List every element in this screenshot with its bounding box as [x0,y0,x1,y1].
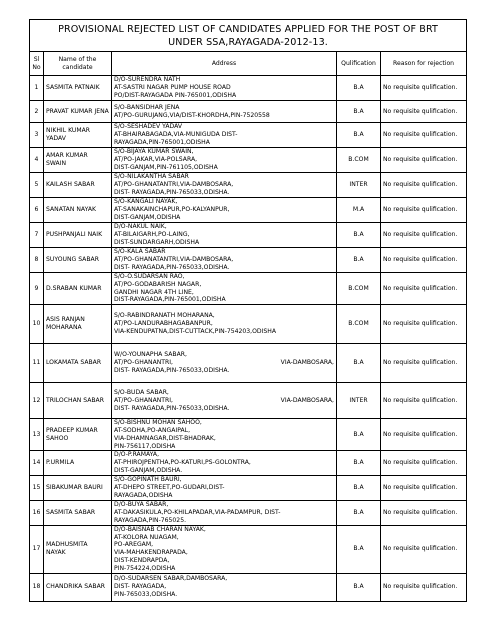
table-row [30,273,467,305]
cell-reason: No requisite qulification. [381,248,467,273]
address-line: AT/PO-GODABARISH NAGAR, [114,280,202,288]
address-line [114,359,334,367]
header-sl-no: Sl No [30,52,44,76]
address-line: VIA-KENDUPATNA,DIST-CUTTACK,PIN-754203,ODISHA [114,328,277,336]
table-row [30,475,467,500]
address-line: S/O-BUDA SABAR, [114,388,169,396]
address-line: S/O-GOPINATH BAURI, [114,476,182,484]
header-name: Name of the candidate [44,52,112,76]
cell-reason: No requisite qulification. [381,344,467,383]
address-line: PIN-756117,ODISHA [114,442,176,450]
cell-candidate-name: KAILASH SABAR [44,173,112,198]
cell-reason: No requisite qulification. [381,500,467,525]
cell-address [112,123,337,148]
cell-qualification: M.A [337,198,381,223]
cell-candidate-name: NIKHIL KUMAR YADAV [44,123,112,148]
cell-reason: No requisite qulification. [381,419,467,451]
cell-reason: No requisite qulification. [381,198,467,223]
cell-reason: No requisite qulification. [381,273,467,305]
cell-candidate-name: TRILOCHAN SABAR [44,383,112,419]
cell-reason: No requisite qulification. [381,451,467,475]
cell-address [112,148,337,173]
cell-qualification: B.A [337,573,381,601]
table-row [30,451,467,475]
address-line: D/O-BAISNAB CHARAN NAYAK, [114,525,206,533]
address-line-part: AT/PO-GHANANTRI, [114,396,173,404]
cell-address [112,451,337,475]
address-line-part: VIA-DAMBOSARA, [280,396,334,404]
table-row [30,500,467,525]
cell-candidate-name: SANATAN NAYAK [44,198,112,223]
cell-address [112,573,337,601]
cell-sl-no: 14 [30,451,44,475]
address-line-part: VIA-DAMBOSARA, [280,359,334,367]
address-line: AT/PO-GURUJANG,VIA/DIST-KHORDHA,PIN-7520558 [114,111,270,119]
address-line: DIST- RAYAGADA,PIN-765033,ODISHA. [114,367,230,375]
cell-candidate-name: AMAR KUMAR SWAIN [44,148,112,173]
address-line: AT-DHEPO STREET,PO-GUDARI,DIST- [114,483,225,491]
cell-candidate-name: D.SRABAN KUMAR [44,273,112,305]
cell-qualification: B.COM [337,273,381,305]
cell-qualification: B.A [337,525,381,573]
address-line: DIST-KENDRAPDA, [114,556,170,564]
cell-address [112,223,337,248]
cell-address [112,305,337,344]
cell-candidate-name: SIBAKUMAR BAURI [44,475,112,500]
cell-reason: No requisite qulification. [381,223,467,248]
cell-address [112,273,337,305]
address-line: S/O-BANSIDHAR JENA [114,103,180,111]
address-line: PIN-754224,ODISHA [114,564,176,572]
cell-address [112,101,337,123]
address-line: S/O-BISHNU MOHAN SAHOO, [114,419,202,427]
table-row [30,148,467,173]
cell-sl-no: 13 [30,419,44,451]
address-line: AT-SASTRI NAGAR PUMP HOUSE ROAD [114,84,231,92]
cell-candidate-name: ASIS RANJAN MOHARANA [44,305,112,344]
cell-reason: No requisite qulification. [381,101,467,123]
cell-sl-no: 1 [30,76,44,101]
cell-candidate-name: PRADEEP KUMAR SAHOO [44,419,112,451]
cell-reason: No requisite qulification. [381,475,467,500]
cell-address [112,475,337,500]
address-line: D/O-NAKUL NAIK, [114,223,167,231]
table-row [30,525,467,573]
cell-reason: No requisite qulification. [381,148,467,173]
address-line [114,397,334,405]
cell-candidate-name: CHANDRIKA SABAR [44,573,112,601]
cell-address [112,525,337,573]
address-line: PIN-765033,ODISHA. [114,590,178,598]
address-line: PO/DIST-RAYAGADA PIN-765001,ODISHA [114,91,237,99]
table-row [30,344,467,383]
address-line: DIST-GANJAM,ODISHA. [114,466,183,474]
address-line: AT-BILAIGARH,PO-LAING, [114,231,190,239]
cell-sl-no: 17 [30,525,44,573]
cell-qualification: B.COM [337,305,381,344]
cell-qualification: B.A [337,475,381,500]
cell-candidate-name: PUSHPANJALI NAIK [44,223,112,248]
address-line: AT-KOLORA NUAGAM, [114,533,179,541]
address-line: D/O-P.RAMAYA, [114,451,160,459]
cell-sl-no: 5 [30,173,44,198]
address-line: DIST-GANJAM,PIN-761105,ODISHA [114,163,218,171]
address-line: AT-SODHA,PO-ANGAIPAL, [114,426,191,434]
header-address: Address [112,52,337,76]
cell-sl-no: 10 [30,305,44,344]
address-line: DIST- RAYAGADA,PIN-765033,ODISHA. [114,188,230,196]
cell-sl-no: 12 [30,383,44,419]
address-line: D/O-SUDARSEN SABAR,DAMBOSARA, [114,575,228,583]
address-line: S/O-BIJAYA KUMAR SWAIN, [114,148,194,156]
address-line: W/O-YOUNAPHA SABAR, [114,351,187,359]
cell-qualification: B.A [337,123,381,148]
address-line: S/O-KANGALI NAYAK, [114,198,178,206]
address-line: RAYAGADA,ODISHA [114,491,173,499]
cell-candidate-name: SASMITA SABAR [44,500,112,525]
title-row [30,20,467,52]
cell-address [112,173,337,198]
cell-candidate-name: SASMITA PATNAIK [44,76,112,101]
address-line: S/O-KALA SABAR [114,248,166,256]
cell-qualification: INTER [337,173,381,198]
address-line: PO-AREGAM, [114,541,154,549]
table-row [30,173,467,198]
cell-qualification: B.COM [337,148,381,173]
cell-qualification: B.A [337,248,381,273]
address-line: DIST- RAYAGADA,PIN-765033,ODISHA. [114,263,230,271]
cell-reason: No requisite qulification. [381,76,467,101]
cell-candidate-name: LOKAMATA SABAR [44,344,112,383]
address-line: AT/PO-JAKAR,VIA-POLSARA, [114,156,198,164]
address-line: S/O-RABINDRANATH MOHARANA, [114,312,215,320]
page-title [30,20,467,52]
address-line: DIST-GANJAM,ODISHA [114,213,181,221]
address-line: AT-DAKASIKULA,PO-KHILAPADAR,VIA-PADAMPUR, DIST- [114,508,281,516]
address-line: AT/PO-GHANATANTRI,VIA-DAMBOSARA, [114,256,234,264]
cell-address [112,76,337,101]
cell-address [112,344,337,383]
address-line: DIST-SUNDARGARH,ODISHA [114,238,200,246]
cell-reason: No requisite qulification. [381,525,467,573]
table-row [30,305,467,344]
address-line: D/O-SURENDRA NATH [114,76,181,84]
table-row [30,123,467,148]
cell-sl-no: 9 [30,273,44,305]
cell-sl-no: 3 [30,123,44,148]
address-line: RAYAGADA,PIN-765025. [114,516,187,524]
cell-qualification: B.A [337,344,381,383]
table-row [30,383,467,419]
cell-qualification: B.A [337,101,381,123]
cell-sl-no: 11 [30,344,44,383]
cell-candidate-name: PRAVAT KUMAR JENA [44,101,112,123]
table-row [30,419,467,451]
address-line: AT-PHIROJPENTHA,PO-KATURI,PS-GOLONTRA, [114,459,251,467]
table-row [30,248,467,273]
cell-sl-no: 7 [30,223,44,248]
address-line: AT/PO-LANDURABHAGABANPUR, [114,320,213,328]
rejected-list-sheet [29,19,466,602]
cell-qualification: INTER [337,383,381,419]
cell-qualification: B.A [337,76,381,101]
address-line: GANDHI NAGAR 4TH LINE, [114,288,194,296]
address-line: DIST- RAYAGADA,PIN-765033,ODISHA. [114,404,230,412]
address-line: AT-BHAIRABAGADA,VIA-MUNIGUDA DIST- [114,131,238,139]
cell-address [112,500,337,525]
cell-address [112,198,337,223]
cell-sl-no: 8 [30,248,44,273]
cell-reason: No requisite qulification. [381,383,467,419]
address-line: D/O-BUYA SABAR, [114,501,169,509]
address-line: S/O-O.SUDARSAN RAO, [114,273,185,280]
address-line: DIST- RAYAGADA, [114,583,167,591]
cell-reason: No requisite qulification. [381,305,467,344]
cell-qualification: B.A [337,223,381,248]
table-row [30,76,467,101]
cell-sl-no: 16 [30,500,44,525]
cell-reason: No requisite qulification. [381,573,467,601]
address-line: RAYAGADA,PIN-765001,ODISHA [114,138,210,146]
cell-address [112,248,337,273]
table-row [30,573,467,601]
address-line: VIA-DHAMNAGAR,DIST-BHADRAK, [114,434,216,442]
cell-address [112,383,337,419]
address-line: DIST-RAYAGADA,PIN-765001,ODISHA [114,296,226,304]
cell-sl-no: 15 [30,475,44,500]
address-line-part: AT/PO-GHANANTRI, [114,359,173,367]
header-qualification: Qulification [337,52,381,76]
cell-candidate-name: MADHUSMITA NAYAK [44,525,112,573]
address-line: S/O-SESHADEV YADAV [114,123,183,131]
table-row [30,223,467,248]
cell-qualification: B.A [337,451,381,475]
title-line-2: UNDER SSA,RAYAGADA-2012-13. [168,37,328,48]
cell-qualification: B.A [337,419,381,451]
table-row [30,101,467,123]
cell-sl-no: 4 [30,148,44,173]
cell-candidate-name: SUYOUNG SABAR [44,248,112,273]
header-row [30,52,467,76]
address-line: AT/PO-GHANATANTRI,VIA-DAMBOSARA, [114,181,234,189]
cell-sl-no: 18 [30,573,44,601]
address-line: VIA-MAHAKENDRAPADA, [114,549,188,557]
cell-candidate-name: P.URMILA [44,451,112,475]
cell-reason: No requisite qulification. [381,173,467,198]
cell-address [112,419,337,451]
title-line-1: PROVISIONAL REJECTED LIST OF CANDIDATES APPLIED FOR THE POST OF BRT [58,24,438,35]
table-row [30,198,467,223]
cell-qualification: B.A [337,500,381,525]
cell-reason: No requisite qulification. [381,123,467,148]
address-line: S/O-NILAKANTHA SABAR [114,173,189,181]
header-reason: Reason for rejection [381,52,467,76]
cell-sl-no: 6 [30,198,44,223]
candidates-table [29,19,467,602]
cell-sl-no: 2 [30,101,44,123]
address-line: AT-SANAKAINCHAPUR,PO-KALYANPUR, [114,206,230,214]
